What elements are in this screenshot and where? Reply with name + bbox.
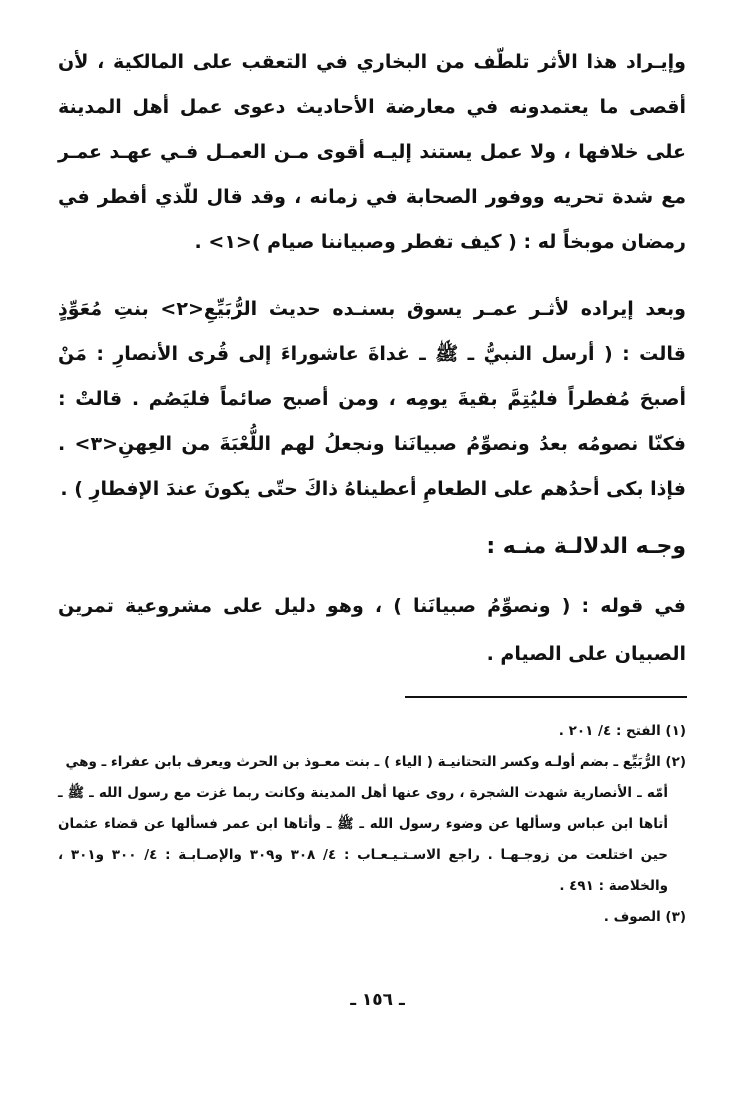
footnote-2-first-line: (٢) الرُّبَيِّع ـ بضم أولـه وكسر التحتانيـة ( الياء ) ـ بنت معـوذ بن الحرث ويعرف بابن عفراء ـ وهي bbox=[65, 754, 686, 770]
paragraph-2: وبعد إيراده لأثـر عمـر يسوق بسنـده حديث الرُّبَيِّعِ<٢> بنتِ مُعَوِّذٍ قالت : ( أرسل النبيُّ ـ ﷺ ـ غداةَ عاشوراءَ إلى قُرى الأنصارِ : مَنْ أصبحَ مُفطراً فليُتِمَّ بقيةَ يومِه ، ومن أصبح صائماً فليَصُم . قالتْ : فكنّا نصومُه بعدُ ونصوِّمُ صبيانَنا ونجعلُ لهم اللُّعْبَةَ من العِهنِ<٣> . فإذا بكى أحدُهم على الطعامِ أعطيناهُ ذاكَ حتّى يكونَ عندَ الإفطارِ ) . bbox=[58, 298, 686, 500]
footnote-1: (١) الفتح : ٤/ ٢٠١ . bbox=[558, 723, 686, 739]
footnotes bbox=[58, 716, 686, 933]
page-number: ـ ١٥٦ ـ bbox=[350, 990, 405, 1010]
footnote-2-continuation: أمّه ـ الأنصارية شهدت الشجرة ، روى عنها أهل المدينة وكانت ربما غزت مع رسول الله ـ ﷺ ـ أتاها ابن عباس وسألها عن وضوء رسول الله ـ ﷺ ـ وأتاها ابن عمر فسألها عن قضاء عثمان حين اختلعت من زوجـهـا . راجع الاسـتـيـعـاب : ٤/ ٣٠٨ و٣٠٩ والإصـابـة : ٤/ ٣٠٠ و٣٠١ ، والخلاصة : ٤٩١ . bbox=[58, 785, 668, 894]
main-text bbox=[58, 40, 686, 678]
section-heading: وجـه الدلالـة منـه : bbox=[486, 534, 686, 559]
footnote-3: (٣) الصوف . bbox=[603, 909, 686, 925]
paragraph-1: وإيـراد هذا الأثر تلطّف من البخاري في التعقب على المالكية ، لأن أقصى ما يعتمدونه في معارضة الأحاديث دعوى عمل أهل المدينة على خلافها ، ولا عمل يستند إليـه أقوى مـن العمـل فـي عهـد عمـر مع شدة تحريه ووفور الصحابة في زمانه ، وقد قال للّذي أفطر في رمضان موبخاً له : ( كيف تفطر وصبياننا صيام )<١> . bbox=[58, 51, 686, 253]
footnote-divider bbox=[405, 696, 687, 698]
paragraph-3: في قوله : ( ونصوِّمُ صبيانَنا ) ، وهو دليل على مشروعية تمرين الصبيان على الصيام . bbox=[58, 595, 686, 665]
